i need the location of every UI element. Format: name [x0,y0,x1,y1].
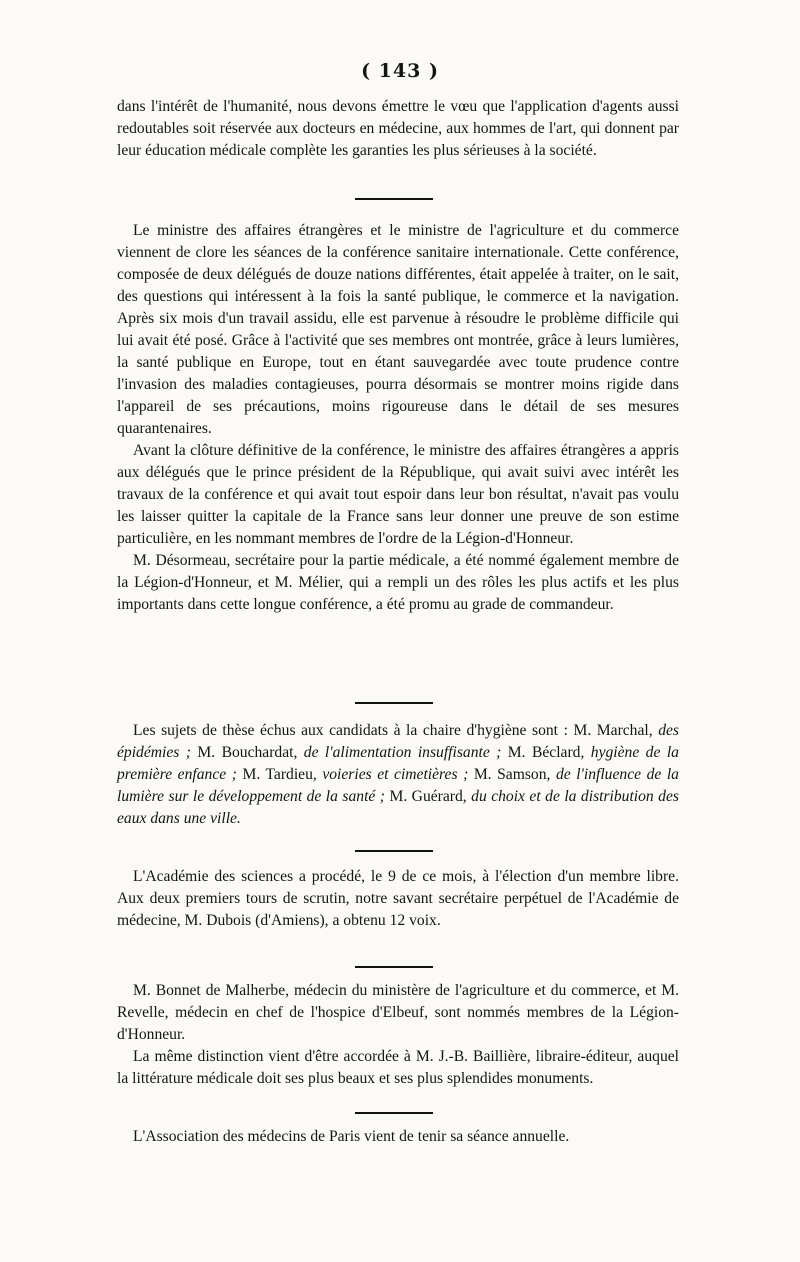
thesis-name: M. Samson, [473,766,551,783]
section-divider [355,702,433,704]
academie-paragraph: L'Académie des sciences a procédé, le 9 de ce mois, à l'élection d'un membre libre. Aux deux premiers tours de scrutin, notre savant secrétaire perpétuel de l'Académie de médecine, M. Dubois (d'Amiens), a obtenu 12 voix. [117,868,679,929]
intro-paragraph-block [117,96,679,162]
thesis-subject: du choix et de la distribution des eaux dans une ville. [117,788,679,827]
conference-paragraph-2: Avant la clôture définitive de la conférence, le ministre des affaires étrangères a appris aux délégués que le prince président de la République, qui avait suivi avec intérêt les travaux de la conférence et qui avait tout espoir dans leur bon résultat, n'avait pas voulu les laisser quitter la capitale de la France sans leur donner une preuve de son estime particulière, en les nommant membres de l'ordre de la Légion-d'Honneur. [117,442,679,547]
thesis-subject: hygiène de la première enfance ; [117,744,679,783]
theses-paragraph [117,720,679,830]
theses-intro: Les sujets de thèse échus aux candidats à la chaire d'hygiène sont : [133,722,568,739]
thesis-name: M. Guérard, [389,788,467,805]
section-divider [355,966,433,968]
nominations-paragraph-1: M. Bonnet de Malherbe, médecin du ministère de l'agriculture et du commerce, et M. Revelle, médecin en chef de l'hospice d'Elbeuf, sont nommés membres de la Légion-d'Honneur. [117,982,679,1043]
thesis-name: M. Tardieu, [242,766,317,783]
thesis-subject: de l'alimentation insuffisante ; [303,744,502,761]
intro-paragraph: dans l'intérêt de l'humanité, nous devons émettre le vœu que l'application d'agents aussi redoutables soit réservée aux docteurs en médecine, aux hommes de l'art, qui donnent par leur éducation médicale complète les garanties les plus sérieuses à la société. [117,98,679,159]
thesis-subject: de l'influence de la lumière sur le développement de la santé ; [117,766,679,805]
section-divider [355,850,433,852]
conference-paragraph-1: Le ministre des affaires étrangères et le ministre de l'agriculture et du commerce viennent de clore les séances de la conférence sanitaire internationale. Cette conférence, composée de deux délégués de douze nations différentes, était appelée à traiter, on le sait, des questions qui intéressent à la fois la santé publique, le commerce et la navigation. Après six mois d'un travail assidu, elle est parvenue à résoudre le problème difficile qui lui avait été posé. Grâce à l'activité que ses membres ont montrée, grâce à leurs lumières, la santé publique en Europe, tout en étant sauvegardée avec toute prudence contre l'invasion des maladies contagieuses, pourra désormais se montrer moins rigide dans l'appareil de ses précautions, moins rigoureuse dans le détail de ses mesures quarantenaires. [117,222,679,437]
conference-section [117,220,679,616]
theses-section [117,720,679,830]
thesis-name: M. Bouchardat, [197,744,298,761]
nominations-section [117,980,679,1090]
thesis-subject: voieries et cimetières ; [322,766,469,783]
nominations-paragraph-2: La même distinction vient d'être accordée à M. J.-B. Baillière, libraire-éditeur, auquel la littérature médicale doit ses plus beaux et ses plus splendides monuments. [117,1048,679,1087]
thesis-subject: des épidémies ; [117,722,679,761]
conference-paragraph-3: M. Désormeau, secrétaire pour la partie médicale, a été nommé également membre de la Légion-d'Honneur, et M. Mélier, qui a rempli un des rôles les plus actifs et les plus importants dans cette longue conférence, a été promu au grade de commandeur. [117,552,679,613]
thesis-name: M. Béclard, [507,744,585,761]
academie-section [117,866,679,932]
thesis-name: M. Marchal, [573,722,653,739]
association-section [117,1126,679,1148]
association-paragraph: L'Association des médecins de Paris vient de tenir sa séance annuelle. [133,1128,570,1145]
page-number: ( 143 ) [361,60,439,82]
section-divider [355,1112,433,1114]
section-divider [355,198,433,200]
